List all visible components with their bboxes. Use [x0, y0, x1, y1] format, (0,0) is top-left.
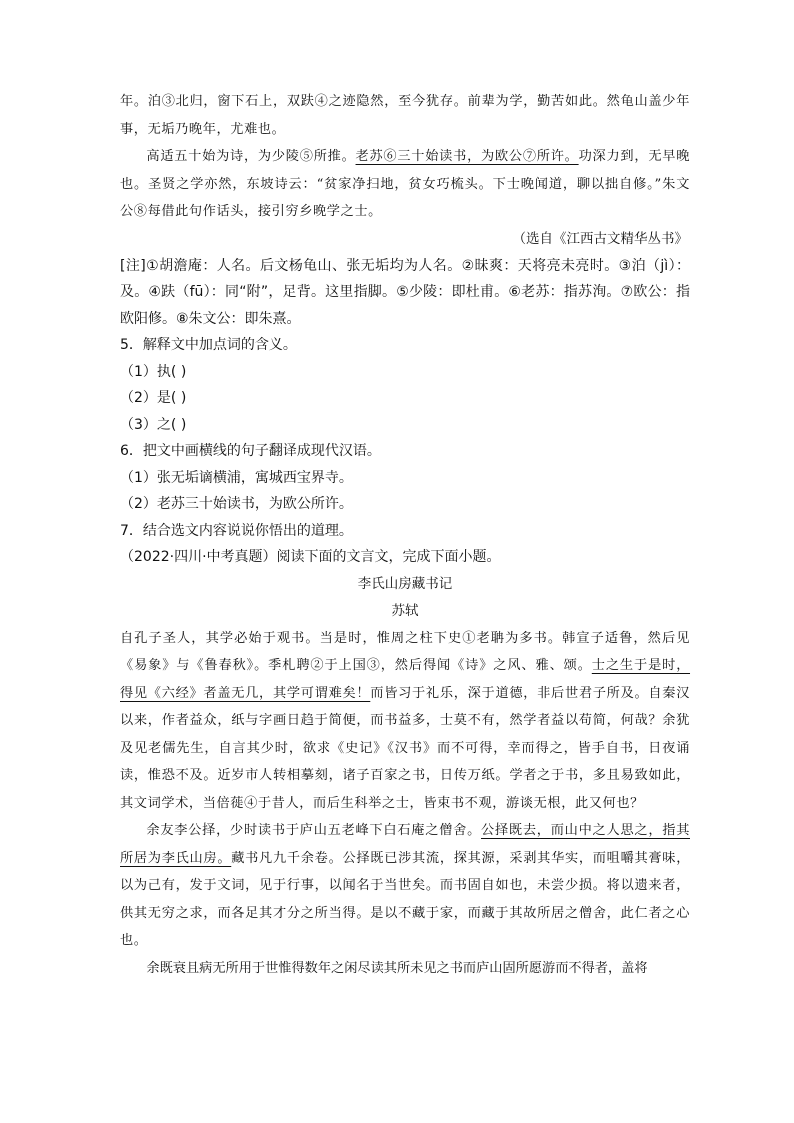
passage2-para2-b: 藏书凡九千余卷。公择既已涉其流，探其源，采剥其华实，而咀嚼其膏味，以为己有，发于文词，见于行事，以闻名于当世矣。而书固自如也，未尝少损。将以遗来者，供其无穷之求，而各足其才分之所当得。是以不藏于家，而藏于其故所居之僧舍，此仁者之心也。: [120, 850, 690, 948]
footnotes: [注]①胡澹庵：人名。后文杨龟山、张无垢均为人名。②昧爽：天将亮未亮时。③泊（jì）：及。④趺（fū）：同“附”，足背。这里指脚。⑤少陵：即杜甫。⑥老苏：指苏洵。⑦欧公：指欧阳修。⑧朱文公：即朱熹。: [120, 257, 690, 327]
passage2-para1: [120, 625, 690, 818]
passage2-title: 李氏山房藏书记: [357, 575, 453, 592]
question-7: 7．结合选文内容说说你悟出的道理。: [120, 522, 353, 539]
passage2-author: 苏轼: [391, 602, 419, 619]
passage2-para3: 余既衰且病无所用于世惟得数年之闲尽读其所未见之书而庐山固所愿游而不得者，盖将: [146, 960, 648, 976]
passage1-para2-b: 功深力到，无早晚也。圣贤之学亦然，东坡诗云：“贫家净扫地，贫女巧梳头。下士晚闻道，聊以拙自修。”朱文公⑧每借此句作话头，接引穷乡晚学之士。: [120, 149, 690, 219]
passage2-para2-a: 余友李公择，少时读书于庐山五老峰下白石庵之僧舍。: [146, 823, 482, 838]
question-5-3: （3）之( ): [120, 416, 187, 433]
question-5-2: （2）是( ): [120, 390, 187, 406]
passage1-para1: 年。泊③北归，窗下石上，双趺④之迹隐然，至今犹存。前辈为学，勤苦如此。然龟山盖少年事，无垢乃晚年，尤难也。: [120, 94, 690, 137]
passage1-para2: [120, 143, 690, 226]
passage2-para1-b: 而皆习于礼乐，深于道德，非后世君子所及。自秦汉以来，作者益众，纸与字画日趋于简便，而书益多，士莫不有，然学者益以苟简，何哉？余犹及见老儒先生，自言其少时，欲求《史记》《汉书》而不可得，幸而得之，皆手自书，日夜诵读，惟恐不及。近岁市人转相摹刻，诸子百家之书，日传万纸。学者之于书，多且易致如此，其文词学术，当倍蓰④于昔人，而后生科举之士，皆束书不观，游谈无根，此又何也？: [120, 685, 690, 811]
underlined-sentence-3: 公择既去，而山中之人思之，指其所居为李氏山房。: [120, 823, 690, 866]
reading-intro: （2022·四川·中考真题）阅读下面的文言文，完成下面小题。: [120, 549, 501, 565]
question-6-2: （2）老苏三十始读书，为欧公所许。: [120, 496, 353, 512]
passage2-para1-a: 自孔子圣人，其学必始于观书。当是时，惟周之柱下史①老聃为多书。韩宣子适鲁，然后见《易象》与《鲁春秋》。季札聘②于上国③，然后得闻《诗》之风、雅、颂。: [120, 630, 690, 673]
source-citation: （选自《江西古文精华丛书》: [512, 230, 688, 247]
question-6-1: （1）张无垢谪横浦，寓城西宝界寺。: [120, 469, 353, 486]
question-5-1: （1）执( ): [120, 363, 187, 380]
underlined-sentence-1: 老苏⑥三十始读书，为欧公⑦所许。: [355, 149, 579, 164]
passage2-para2: [120, 817, 690, 955]
question-6: 6．把文中画横线的句子翻译成现代汉语。: [120, 443, 381, 459]
underlined-sentence-2: 士之生于是时，得见《六经》者盖无几，其学可谓难矣！: [120, 658, 691, 701]
passage1-para2-a: 高适五十始为诗，为少陵⑤所推。: [146, 149, 356, 164]
question-5: 5．解释文中加点词的含义。: [120, 337, 297, 353]
document-page: [120, 88, 690, 982]
